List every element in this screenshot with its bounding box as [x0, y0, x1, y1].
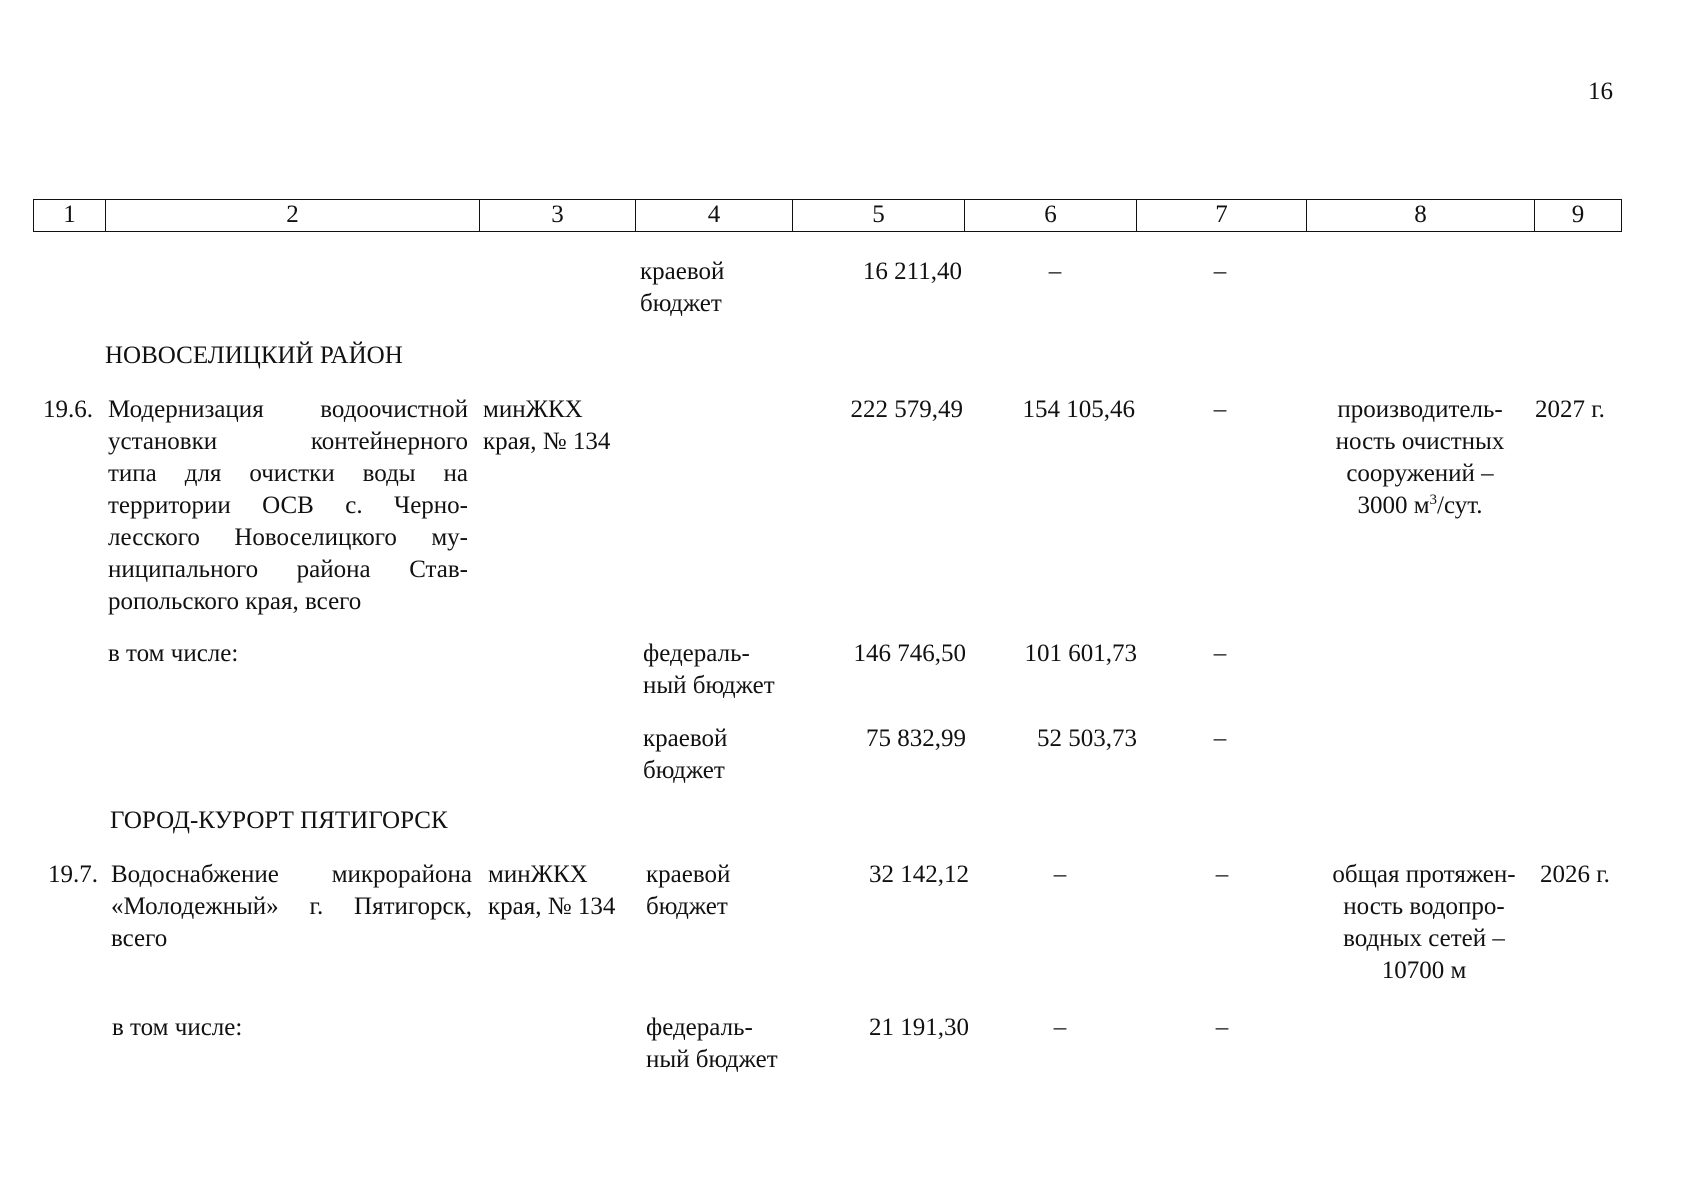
row-19-6-incl-source: федераль- ный бюджет — [643, 640, 775, 699]
row0-col5: 16 211,40 — [862, 258, 962, 285]
row-19-6-kray-col6: 52 503,73 — [1037, 725, 1137, 752]
row-19-7-col5: 32 142,12 — [869, 861, 969, 888]
header-col-5: 5 — [793, 200, 965, 231]
section-heading-pyatigorsk: ГОРОД-КУРОРТ ПЯТИГОРСК — [110, 807, 448, 834]
row-19-6-kray-col5: 75 832,99 — [866, 725, 966, 752]
row-19-6-number: 19.6. — [43, 396, 93, 423]
row-19-7-result: общая протяжен- ность водопро- водных сетей – 10700 м — [1332, 861, 1516, 984]
row-19-7-incl-label: в том числе: — [112, 1014, 243, 1041]
row-19-6-incl-col5: 146 746,50 — [853, 640, 966, 667]
row-19-6-customer: минЖКХ края, № 134 — [483, 396, 611, 455]
header-col-8: 8 — [1307, 200, 1535, 231]
row-19-6-col6: 154 105,46 — [1022, 396, 1135, 423]
row-19-7-customer: минЖКХ края, № 134 — [488, 861, 616, 920]
row0-source: краевой бюджет — [640, 258, 725, 317]
row0-col7: – — [1213, 258, 1227, 285]
row-19-6-result: производитель- ность очистных сооружений – 3000 $м^3$/сут. — [1335, 396, 1505, 519]
header-col-2: 2 — [106, 200, 480, 231]
row-19-6-col7: – — [1213, 396, 1227, 423]
row-19-7-col6: – — [1053, 861, 1067, 888]
table-header-row — [33, 199, 1622, 232]
header-col-1: 1 — [34, 200, 106, 231]
header-col-6: 6 — [965, 200, 1137, 231]
row-19-7-incl-col6: – — [1053, 1014, 1067, 1041]
page-number: 16 — [1588, 78, 1613, 105]
row-19-7-source: краевой бюджет — [646, 861, 731, 920]
header-col-7: 7 — [1137, 200, 1307, 231]
row-19-7-incl-source: федераль- ный бюджет — [646, 1014, 778, 1073]
header-col-9: 9 — [1571, 201, 1585, 228]
row-19-6-kray-source: краевой бюджет — [643, 725, 728, 784]
row-19-7-year: 2026 г. — [1540, 861, 1610, 888]
row-19-6-incl-label: в том числе: — [108, 640, 239, 667]
row-19-7-incl-col5: 21 191,30 — [869, 1014, 969, 1041]
row-19-7-name: Водоснабжение микрорайона «Молодежный» г. Пятигорск, всего — [111, 861, 472, 952]
header-col-3: 3 — [480, 200, 636, 231]
row-19-7-incl-col7: – — [1215, 1014, 1229, 1041]
row-19-7-number: 19.7. — [48, 861, 98, 888]
row-19-7-col7: – — [1215, 861, 1229, 888]
row-19-6-name: Модернизация водоочистной установки контейнерного типа для очистки воды на территории ОСВ с. Черно- лесского Новоселицкого му- ниципального района Став- ропольского края, всего — [108, 396, 468, 615]
row-19-6-col5: 222 579,49 — [850, 396, 963, 423]
section-heading-novoselitsky: НОВОСЕЛИЦКИЙ РАЙОН — [105, 342, 403, 369]
row-19-6-incl-col7: – — [1213, 640, 1227, 667]
row-19-6-year: 2027 г. — [1535, 396, 1605, 423]
header-col-4: 4 — [636, 200, 793, 231]
row-19-6-kray-col7: – — [1213, 725, 1227, 752]
row-19-6-incl-col6: 101 601,73 — [1024, 640, 1137, 667]
row0-col6: – — [1048, 258, 1062, 285]
